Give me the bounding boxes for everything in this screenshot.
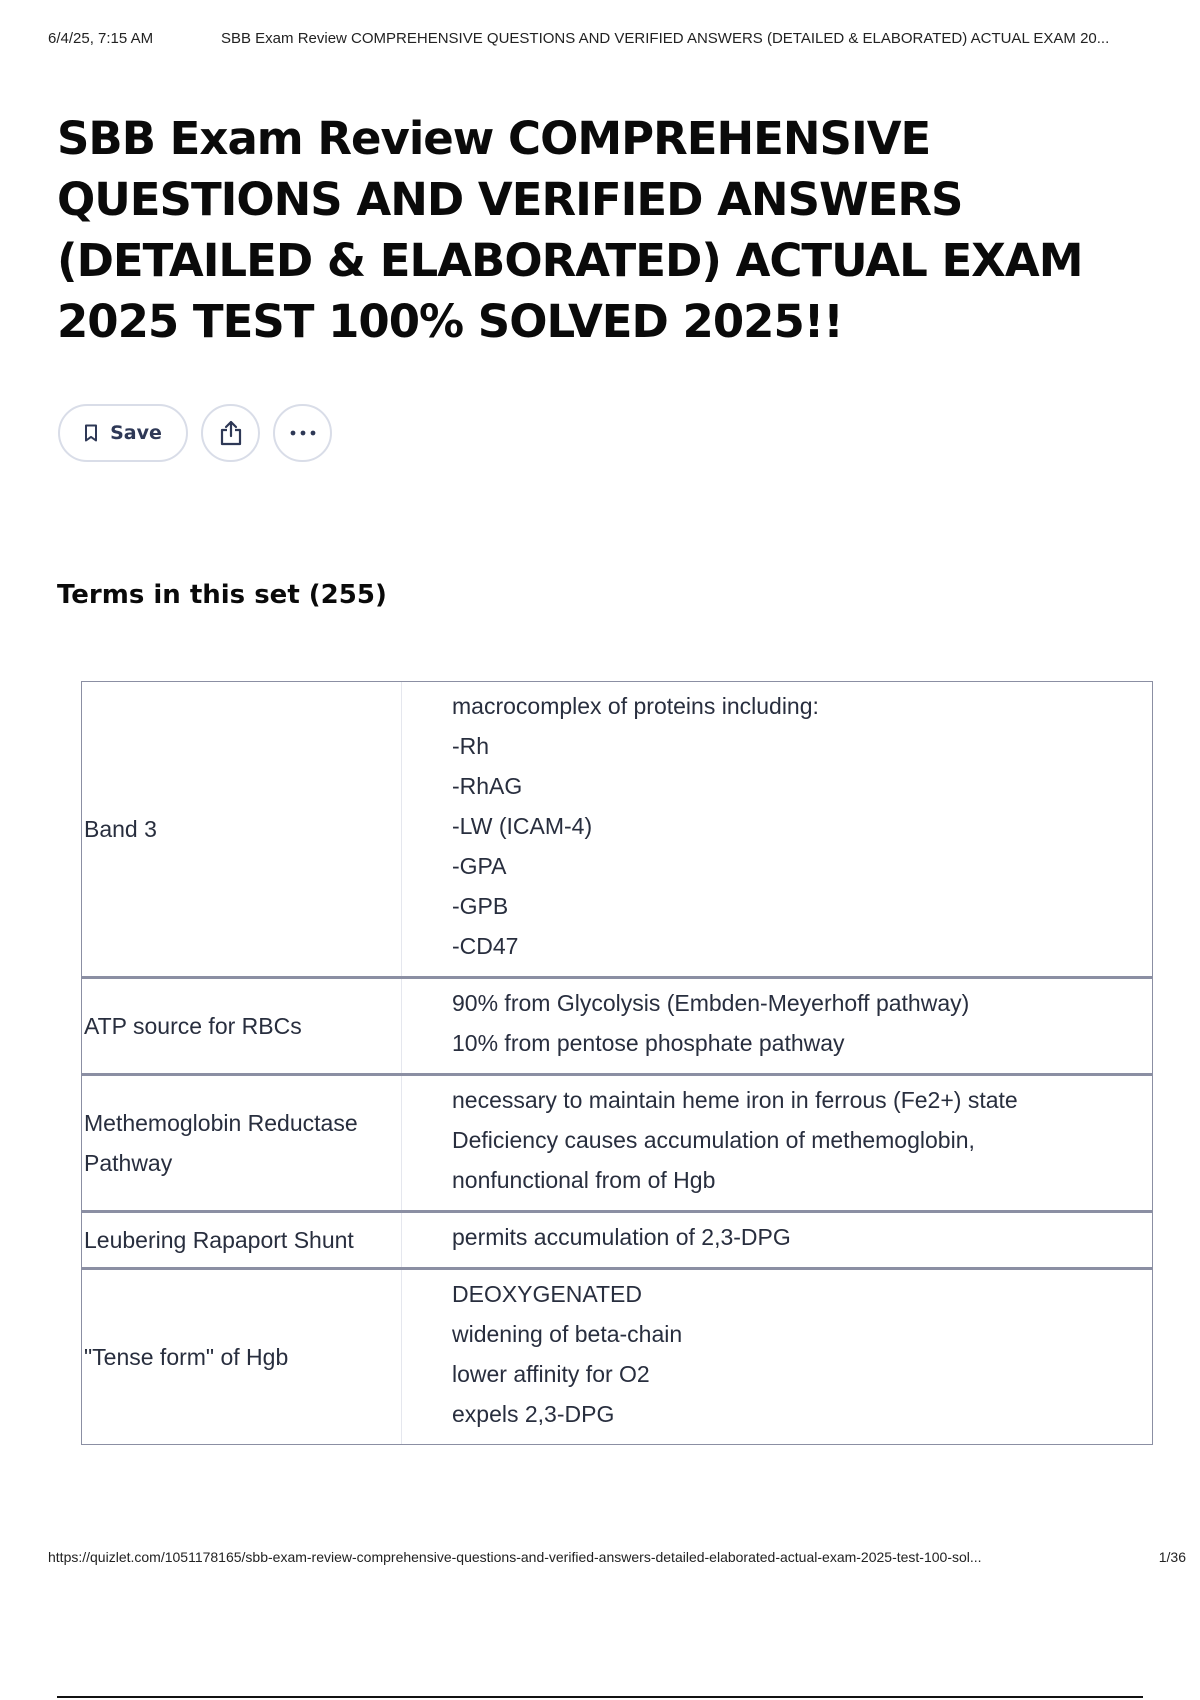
term-text: "Tense form" of Hgb (82, 1270, 402, 1444)
bookmark-icon (84, 424, 98, 442)
print-doc-title: SBB Exam Review COMPREHENSIVE QUESTIONS AND VERIFIED ANSWERS (DETAILED & ELABORATED) ACTUAL EXAM 20... (221, 30, 1110, 47)
term-text: ATP source for RBCs (82, 979, 402, 1073)
share-button[interactable] (201, 404, 260, 462)
term-row (82, 1270, 1152, 1444)
term-text: Leubering Rapaport Shunt (82, 1213, 402, 1267)
more-icon (290, 430, 316, 436)
definition-line: -CD47 (452, 933, 519, 959)
definition-line: 10% from pentose phosphate pathway (452, 1030, 845, 1056)
term-row (82, 1213, 1152, 1270)
definition-line: widening of beta-chain (452, 1321, 683, 1347)
print-footer (48, 1549, 1186, 1565)
definition-line: DEOXYGENATED (452, 1281, 642, 1307)
page-title: SBB Exam Review COMPREHENSIVE QUESTIONS AND VERIFIED ANSWERS (DETAILED & ELABORATED) ACTUAL EXAM 2025 TEST 100% SOLVED 2025!! (57, 112, 1083, 348)
definition-line: -LW (ICAM-4) (452, 813, 593, 839)
definition-line: nonfunctional from of Hgb (452, 1167, 716, 1193)
definition-line: Deficiency causes accumulation of methemoglobin, (452, 1127, 975, 1153)
definition-line: macrocomplex of proteins including: (452, 693, 819, 719)
page-divider (57, 1696, 1143, 1698)
definition-line: necessary to maintain heme iron in ferrous (Fe2+) state (452, 1087, 1018, 1113)
definition (402, 1213, 1152, 1267)
terms-heading: Terms in this set (255) (57, 580, 387, 610)
definition (402, 1270, 1152, 1444)
definition (402, 979, 1152, 1073)
definition-line: permits accumulation of 2,3-DPG (452, 1224, 791, 1250)
definition-line: -RhAG (452, 773, 523, 799)
definition-line: -Rh (452, 733, 490, 759)
term-text: Band 3 (82, 682, 402, 976)
print-date: 6/4/25, 7:15 AM (48, 30, 154, 47)
page-number: 1/36 (1158, 1549, 1186, 1565)
print-header (48, 30, 1180, 47)
save-label: Save (110, 422, 162, 444)
more-button[interactable] (273, 404, 332, 462)
term-row (82, 979, 1152, 1076)
definition (402, 682, 1152, 976)
definition-line: expels 2,3-DPG (452, 1401, 615, 1427)
action-bar (58, 404, 332, 462)
definition-line: -GPA (452, 853, 507, 879)
definition (402, 1076, 1152, 1210)
share-icon (219, 420, 243, 446)
term-row (82, 682, 1152, 979)
definition-line: 90% from Glycolysis (Embden-Meyerhoff pathway) (452, 990, 970, 1016)
definition-line: -GPB (452, 893, 509, 919)
definition-line: lower affinity for O2 (452, 1361, 650, 1387)
terms-table (81, 681, 1153, 1445)
term-text: Methemoglobin Reductase Pathway (82, 1076, 402, 1210)
save-button[interactable] (58, 404, 188, 462)
print-url: https://quizlet.com/1051178165/sbb-exam-review-comprehensive-questions-and-verified-answers-detailed-elaborated-actual-exam-2025-test-100-sol... (48, 1549, 982, 1565)
term-row (82, 1076, 1152, 1213)
